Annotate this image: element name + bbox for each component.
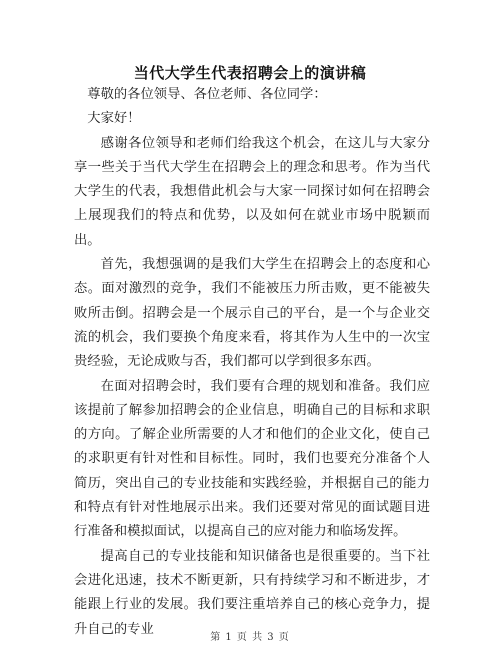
page-number-footer: 第 1 页 共 3 页 xyxy=(210,632,290,643)
greeting: 大家好！ xyxy=(87,111,141,127)
paragraph: 首先，我想强调的是我们大学生在招聘会上的态度和心态。面对激烈的竞争，我们不能被压力所击败，更不能被失败所击倒。招聘会是一个展示自己的平台，是一个与企业交流的机会，我们要换个角度来看，将其作为人生中的一次宝贵经验，无论成败与否，我们都可以学到很多东西。 xyxy=(74,257,430,370)
document-body xyxy=(74,83,430,642)
paragraph: 提高自己的专业技能和知识储备也是很重要的。当下社会进化迅速，技术不断更新，只有持续学习和不断进步，才能跟上行业的发展。我们要注重培养自己的核心竞争力，提升自己的专业 xyxy=(74,548,430,637)
page-title: 当代大学生代表招聘会上的演讲稿 xyxy=(133,64,367,82)
paragraph: 感谢各位领导和老师们给我这个机会，在这儿与大家分享一些关于当代大学生在招聘会上的理念和思考。作为当代大学生的代表，我想借此机会与大家一同探讨如何在招聘会上展现我们的特点和优势，以及如何在就业市场中脱颖而出。 xyxy=(74,135,430,248)
salutation: 尊敬的各位领导、各位老师、各位同学： xyxy=(87,87,327,102)
paragraph: 在面对招聘会时，我们要有合理的规划和准备。我们应该提前了解参加招聘会的企业信息，明确自己的目标和求职的方向。了解企业所需要的人才和他们的企业文化，使自己的求职更有针对性和目标性。同时，我们也要充分准备个人简历，突出自己的专业技能和实践经验，并根据自己的能力和特点有针对性地展示出来。我们还要对常见的面试题目进行准备和模拟面试，以提高自己的应对能力和临场发挥。 xyxy=(74,378,430,540)
